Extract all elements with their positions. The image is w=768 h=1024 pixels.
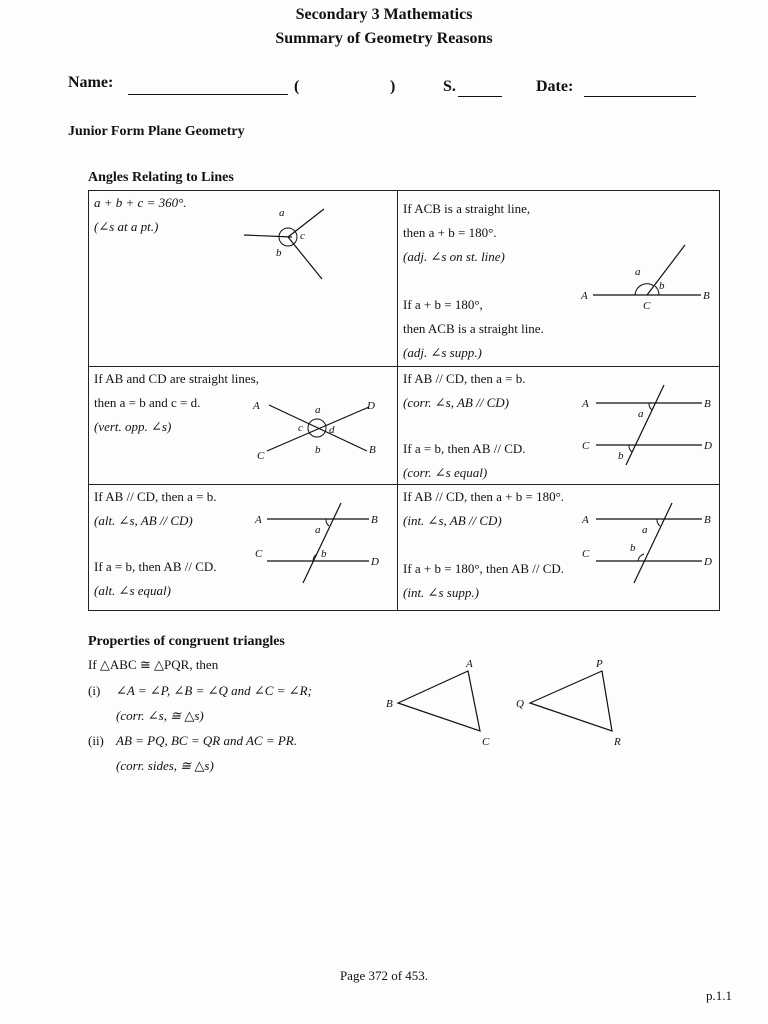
table-heading: Angles Relating to Lines	[88, 170, 234, 185]
cell-text: If ACB is a straight line,	[403, 201, 531, 216]
cell-text: (corr. ∠s, AB // CD)	[403, 395, 509, 410]
st-label: b	[659, 280, 665, 292]
item-ii-number: (ii)	[88, 733, 104, 748]
name-label: Name:	[68, 74, 114, 91]
vert-label: D	[367, 400, 375, 412]
st-label: A	[581, 290, 588, 302]
par-label: C	[582, 440, 590, 452]
vert-label: d	[329, 424, 335, 436]
par-label: B	[371, 514, 378, 526]
page-indicator: Page 372 of 453.	[339, 968, 429, 983]
vert-label: C	[257, 450, 265, 462]
cell-angles-at-point	[89, 191, 398, 367]
st-label: C	[643, 300, 651, 312]
par-label: b	[630, 542, 636, 554]
vert-label: b	[315, 444, 321, 456]
item-i-number: (i)	[88, 683, 101, 698]
cell-alternate-angles	[89, 485, 398, 611]
open-paren: (	[294, 78, 300, 95]
cell-text: then a + b = 180°.	[403, 225, 497, 240]
par-label: a	[642, 524, 648, 536]
cell-text: then ACB is a straight line.	[403, 321, 544, 336]
cell-text: then a = b and c = d.	[94, 395, 201, 410]
congruent-intro: If △ABC ≅ △PQR, then	[88, 657, 219, 672]
cell-interior-angles	[398, 485, 720, 611]
par-label: a	[315, 524, 321, 536]
pt-label: c	[300, 230, 305, 242]
vert-label: A	[253, 400, 260, 412]
cell-text: (∠s at a pt.)	[94, 219, 159, 234]
item-i-text: ∠A = ∠P, ∠B = ∠Q and ∠C = ∠R;	[116, 683, 312, 698]
page-number: p.1.1	[706, 988, 732, 1003]
cell-text: If AB // CD, then a + b = 180°.	[403, 489, 565, 504]
congruent-heading: Properties of congruent triangles	[88, 634, 285, 649]
cell-text: (corr. ∠s equal)	[403, 465, 488, 480]
item-ii-text: AB = PQ, BC = QR and AC = PR.	[116, 733, 297, 748]
vert-label: B	[369, 444, 376, 456]
pt-label: a	[279, 207, 285, 219]
cell-text: If a + b = 180°,	[403, 297, 483, 312]
item-i-reason: (corr. ∠s, ≅ △s)	[116, 708, 204, 723]
par-label: A	[255, 514, 262, 526]
par-label: B	[704, 398, 711, 410]
geometry-table	[88, 190, 720, 611]
st-label: a	[635, 266, 641, 278]
cell-straight-line	[398, 191, 720, 367]
interior-angles-diagram	[578, 499, 723, 589]
par-label: D	[371, 556, 379, 568]
cell-text: (int. ∠s, AB // CD)	[403, 513, 502, 528]
cell-text: (int. ∠s supp.)	[403, 585, 479, 600]
par-label: C	[582, 548, 590, 560]
par-label: a	[638, 408, 644, 420]
st-label: B	[703, 290, 710, 302]
class-blank[interactable]	[458, 82, 502, 97]
pt-label: b	[276, 247, 282, 259]
name-blank[interactable]	[128, 80, 288, 95]
cell-text: (alt. ∠s, AB // CD)	[94, 513, 193, 528]
triangle-abc	[398, 671, 480, 731]
vertically-opposite-diagram	[249, 391, 384, 463]
cell-vertically-opposite	[89, 367, 398, 485]
item-ii-reason: (corr. sides, ≅ △s)	[116, 758, 214, 773]
cell-text: If AB and CD are straight lines,	[94, 371, 259, 386]
par-label: A	[582, 514, 589, 526]
tri-label: R	[614, 736, 621, 748]
cell-text: (adj. ∠s supp.)	[403, 345, 482, 360]
cell-text: (alt. ∠s equal)	[94, 583, 171, 598]
par-label: b	[618, 450, 624, 462]
tri-label: B	[386, 698, 393, 710]
par-label: b	[321, 548, 327, 560]
par-label: C	[255, 548, 263, 560]
tri-label: Q	[516, 698, 524, 710]
title-line-2: Summary of Geometry Reasons	[275, 30, 493, 47]
vert-label: a	[315, 404, 321, 416]
cell-text: (vert. opp. ∠s)	[94, 419, 172, 434]
cell-text: a + b + c = 360°.	[94, 195, 187, 210]
par-label: D	[704, 556, 712, 568]
congruent-triangles-diagram	[380, 655, 640, 755]
cell-text: If AB // CD, then a = b.	[403, 371, 526, 386]
cell-text: If AB // CD, then a = b.	[94, 489, 217, 504]
cell-text: (adj. ∠s on st. line)	[403, 249, 505, 264]
vert-label: c	[298, 422, 303, 434]
par-label: B	[704, 514, 711, 526]
tri-label: C	[482, 736, 490, 748]
date-blank[interactable]	[584, 82, 696, 97]
corresponding-angles-diagram	[578, 379, 723, 469]
tri-label: P	[596, 658, 603, 670]
title-line-1: Secondary 3 Mathematics	[295, 6, 473, 23]
class-label: S.	[443, 78, 456, 95]
straight-line-diagram	[573, 237, 723, 317]
par-label: D	[704, 440, 712, 452]
date-label: Date:	[536, 78, 574, 95]
cell-text: If a = b, then AB // CD.	[403, 441, 526, 456]
alternate-angles-diagram	[249, 499, 394, 589]
section-heading: Junior Form Plane Geometry	[68, 124, 245, 139]
angles-at-point-diagram	[234, 199, 334, 289]
tri-label: A	[466, 658, 473, 670]
par-label: A	[582, 398, 589, 410]
cell-text: If a + b = 180°, then AB // CD.	[403, 561, 565, 576]
triangle-pqr	[530, 671, 612, 731]
cell-corresponding-angles	[398, 367, 720, 485]
cell-text: If a = b, then AB // CD.	[94, 559, 217, 574]
close-paren: )	[390, 78, 396, 95]
